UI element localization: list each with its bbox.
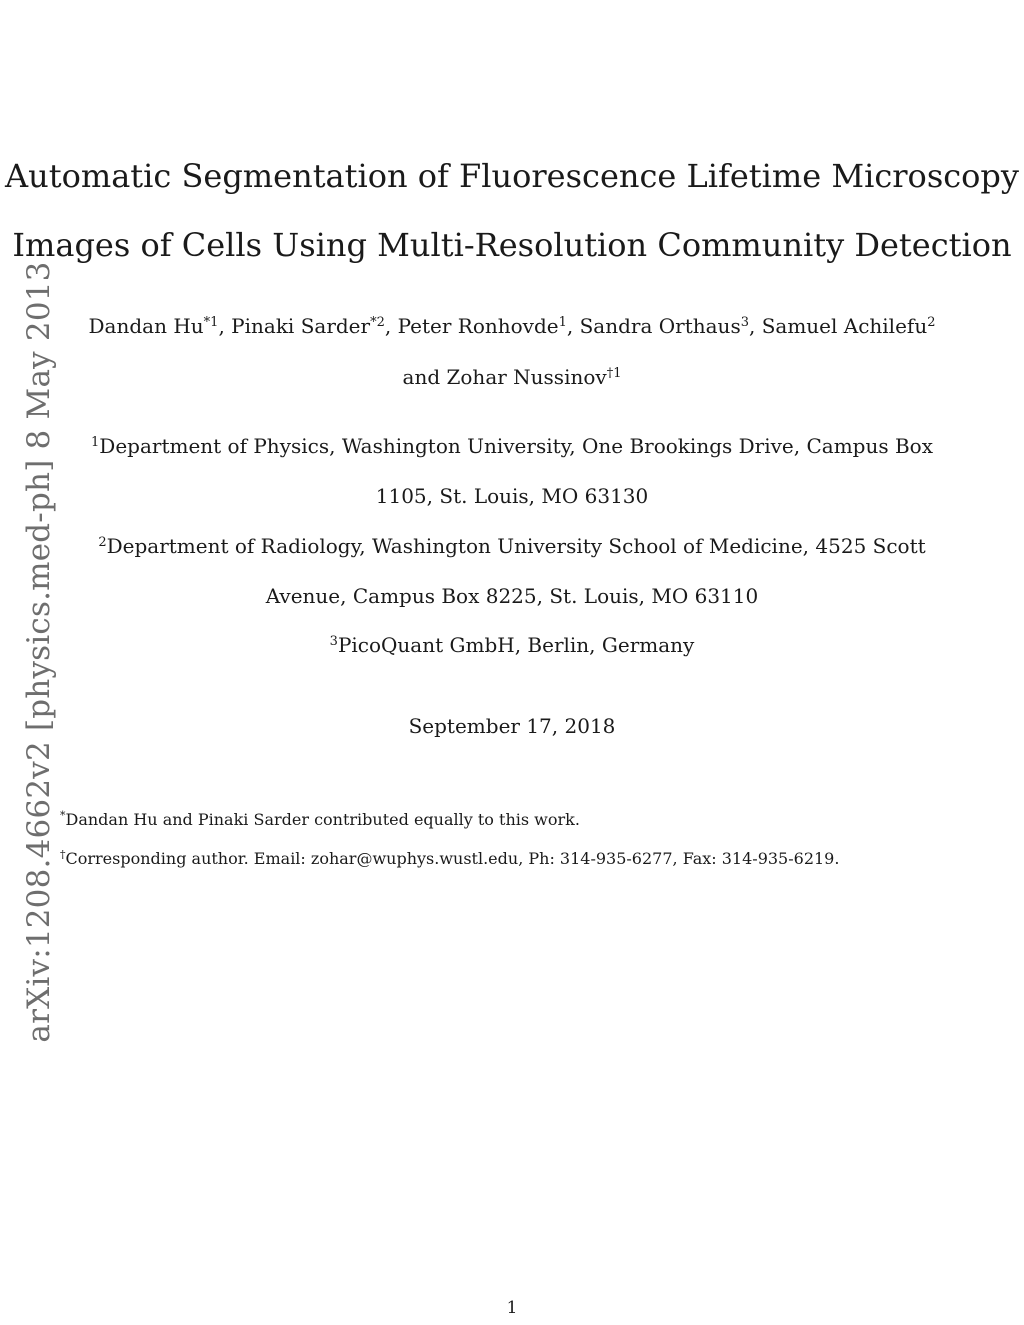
author-marker: 2 [927, 315, 936, 330]
footnote-text: Dandan Hu and Pinaki Sarder contributed equally to this work. [65, 810, 580, 829]
author-name: Sandra Orthaus [579, 314, 741, 338]
author-separator: , [218, 314, 232, 338]
author-list-line-2 [0, 365, 1024, 389]
author-name: and Zohar Nussinov [402, 365, 607, 389]
footnote-marker: † [60, 848, 66, 861]
affiliation-marker: 2 [98, 535, 107, 550]
affiliation-marker: 3 [329, 634, 338, 649]
author-marker: *2 [370, 315, 385, 330]
author-separator: , [566, 314, 580, 338]
footnote-marker: * [60, 809, 66, 822]
author-name: Dandan Hu [88, 314, 204, 338]
affiliation-text: PicoQuant GmbH, Berlin, Germany [337, 633, 695, 657]
page-number: 1 [506, 1298, 518, 1318]
author-separator: , [748, 314, 762, 338]
affiliation-2-continued: Avenue, Campus Box 8225, St. Louis, MO 63110 [265, 584, 759, 608]
author-name: Samuel Achilefu [761, 314, 928, 338]
author-marker: *1 [203, 315, 219, 330]
affiliation-text: Department of Physics, Washington University, One Brookings Drive, Campus Box [99, 434, 933, 458]
footnote-corresponding-author [60, 849, 839, 868]
affiliation-1-continued: 1105, St. Louis, MO 63130 [375, 484, 649, 508]
affiliation-text: Department of Radiology, Washington University School of Medicine, 4525 Scott [106, 534, 926, 558]
author-separator: , [384, 314, 398, 338]
author-name: Pinaki Sarder [231, 314, 371, 338]
affiliation-2 [0, 534, 1024, 558]
footnote-text: Corresponding author. Email: zohar@wuphys.wustl.edu, Ph: 314-935-6277, Fax: 314-935-6219. [65, 849, 840, 868]
affiliation-1 [0, 434, 1024, 458]
arxiv-id: arXiv:1208.4662v2 [physics.med-ph] 8 May 2013 [21, 261, 57, 1043]
affiliation-marker: 1 [91, 435, 100, 450]
title-line-2: Images of Cells Using Multi-Resolution Community Detection [12, 226, 1012, 264]
paper-date: September 17, 2018 [408, 714, 616, 738]
author-list [0, 314, 1024, 338]
affiliation-3 [0, 633, 1024, 657]
footnote-equal-contribution [60, 810, 580, 829]
author-marker: 1 [558, 315, 567, 330]
author-marker: 3 [740, 315, 749, 330]
title-line-1: Automatic Segmentation of Fluorescence Lifetime Microscopy [5, 157, 1019, 195]
author-name: Peter Ronhovde [397, 314, 559, 338]
author-marker: †1 [606, 366, 622, 381]
